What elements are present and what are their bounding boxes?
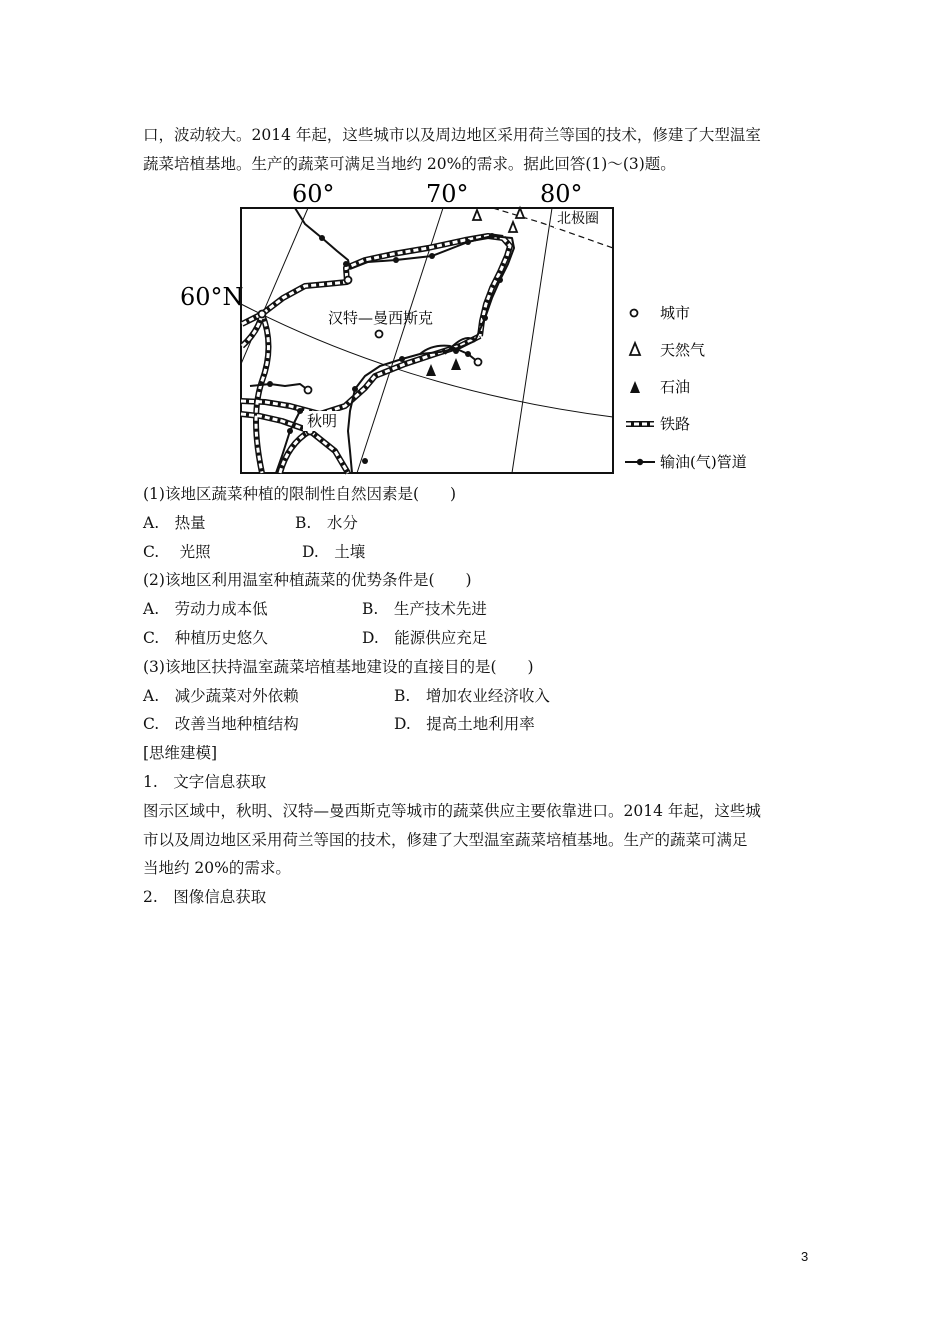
map-legend xyxy=(625,304,747,471)
question-1-option-c: C. 光照 xyxy=(143,543,211,561)
arctic-circle-label: 北极圈 xyxy=(557,211,599,227)
modeling-item-2: 2. 图像信息获取 xyxy=(143,888,267,906)
question-3-option-a: A. 减少蔬菜对外依赖 xyxy=(143,687,299,705)
question-1-option-b: B. 水分 xyxy=(295,514,358,532)
legend-city: 城市 xyxy=(660,304,691,322)
city-label-qiuming: 秋明 xyxy=(307,412,338,430)
lon-label-80: 80° xyxy=(540,180,583,208)
legend-railway: 铁路 xyxy=(660,415,691,433)
question-2-stem: (2)该地区利用温室种植蔬菜的优势条件是( ) xyxy=(143,571,472,589)
intro-line-1: 口，波动较大。2014 年起，这些城市以及周边地区采用荷兰等国的技术，修建了大型温室 xyxy=(143,126,761,144)
question-2-option-d: D. 能源供应充足 xyxy=(362,629,488,647)
question-2-option-a: A. 劳动力成本低 xyxy=(143,600,268,618)
modeling-heading: [思维建模] xyxy=(143,744,218,762)
modeling-paragraph-line-1: 图示区域中，秋明、汉特—曼西斯克等城市的蔬菜供应主要依靠进口。2014 年起，这些城 xyxy=(143,802,761,820)
intro-line-2: 蔬菜培植基地。生产的蔬菜可满足当地约 20%的需求。据此回答(1)～(3)题。 xyxy=(143,155,676,173)
question-1-option-a: A. 热量 xyxy=(143,514,206,532)
region-label: 汉特—曼西斯克 xyxy=(328,309,434,327)
page-number: 3 xyxy=(801,1249,809,1264)
legend-oil: 石油 xyxy=(660,378,691,396)
lon-label-70: 70° xyxy=(426,180,469,208)
modeling-item-1: 1. 文字信息获取 xyxy=(143,773,267,791)
modeling-paragraph-line-2: 市以及周边地区采用荷兰等国的技术，修建了大型温室蔬菜培植基地。生产的蔬菜可满足 xyxy=(143,831,748,849)
question-3-option-b: B. 增加农业经济收入 xyxy=(394,687,550,705)
lon-label-60: 60° xyxy=(292,180,335,208)
question-1-stem: (1)该地区蔬菜种植的限制性自然因素是( ) xyxy=(143,485,457,503)
modeling-paragraph-line-3: 当地约 20%的需求。 xyxy=(143,859,291,877)
map-figure xyxy=(170,176,790,481)
question-3-option-d: D. 提高土地利用率 xyxy=(394,715,535,733)
question-1-option-d: D. 土壤 xyxy=(302,543,366,561)
question-2-option-b: B. 生产技术先进 xyxy=(362,600,487,618)
question-3-stem: (3)该地区扶持温室蔬菜培植基地建设的直接目的是( ) xyxy=(143,658,534,676)
legend-gas: 天然气 xyxy=(660,341,706,359)
map-content xyxy=(241,208,613,473)
lat-label-60n: 60°N xyxy=(180,283,244,311)
question-3-option-c: C. 改善当地种植结构 xyxy=(143,715,299,733)
legend-pipeline: 输油(气)管道 xyxy=(660,453,747,471)
question-2-option-c: C. 种植历史悠久 xyxy=(143,629,268,647)
